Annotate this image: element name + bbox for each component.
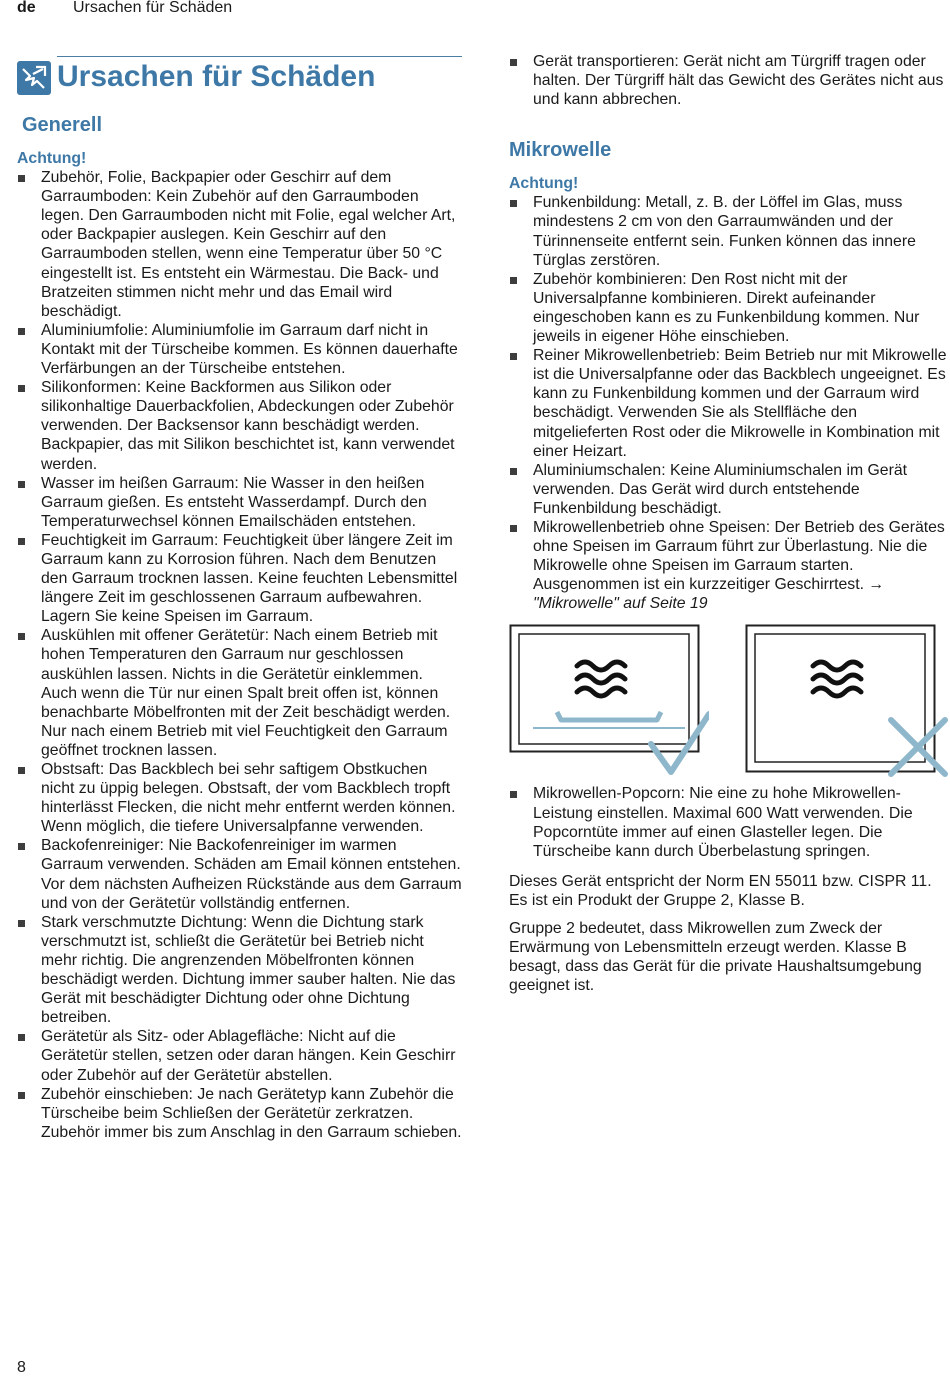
list-item-continuation: Nur nach einem Betrieb mit viel Feuchtigkeit den Garraum geöffnet trocknen lassen. [41, 722, 448, 759]
list-item: Backofenreiniger: Nie Backofenreiniger im warmen Garraum verwenden. Schäden am Email können entstehen. Vor dem nächsten Aufheizen Rückstände aus dem Garraum und von der Gerätetür vollständig entfernen. [17, 836, 462, 912]
list-item: Funkenbildung: Metall, z. B. der Löffel im Glas, muss mindestens 2 cm von den Garraumwänden und der Türinnenseite entfernt sein. Funken können das innere Türglas zerstören. [509, 193, 950, 269]
heading-generell: Generell [22, 114, 103, 136]
list-item: Zubehör, Folie, Backpapier oder Geschirr auf dem Garraumboden: Kein Zubehör auf den Garraumboden legen. Den Garraumboden nicht mit Folie, egal welcher Art, oder Backpapier auslegen. Kein Geschirr auf den Garraumboden stellen, wenn eine Temperatur über 50 °C eingestellt ist. Es entsteht ein Wärmestau. Die Back- und Bratzeiten stimmen nicht mehr und das Email wird beschädigt. [17, 168, 462, 321]
warning-label: Achtung! [17, 150, 87, 167]
list-item: Zubehör einschieben: Je nach Gerätetyp kann Zubehör die Türscheibe beim Schließen der Gerätetür zerkratzen. Zubehör immer bis zum Anschlag in den Garraum schieben. [17, 1085, 462, 1142]
cross-reference-link[interactable]: "Mikrowelle" auf Seite 19 [533, 595, 708, 613]
list-item: Gerätetür als Sitz- oder Ablagefläche: Nicht auf die Gerätetür stellen, setzen oder daran hängen. Kein Geschirr oder Zubehör auf der Gerätetür abstellen. [17, 1027, 462, 1084]
arrow-icon: → [868, 576, 885, 594]
figure-with-tray [745, 624, 950, 789]
left-column [17, 52, 462, 1142]
list-item: Reiner Mikrowellenbetrieb: Beim Betrieb nur mit Mikrowelle ist die Universalpfanne oder das Backblech ungeeignet. Es kann zu Funkenbildung kommen und der Garraum wird beschädigt. Verwenden Sie als Stellfläche den mitgelieferten Rost oder die Mikrowelle in Kombination mit einer Heizart. [509, 346, 950, 461]
list-item-continuation: Backpapier, das mit Silikon beschichtet ist, kann verwendet werden. [41, 436, 455, 473]
page-number: 8 [17, 1359, 26, 1376]
page-title: Ursachen für Schäden [57, 60, 376, 93]
popcorn-warning-list [509, 784, 950, 860]
right-column [509, 52, 950, 995]
transport-warning-list [509, 52, 950, 109]
list-item: Aluminiumschalen: Keine Aluminiumschalen im Gerät verwenden. Das Gerät wird durch entstehende Funkenbildung beschädigt. [509, 461, 950, 518]
list-item: Obstsaft: Das Backblech bei sehr saftigem Obstkuchen nicht zu üppig belegen. Obstsaft, der vom Backblech tropft hinterlässt Flecken, die nicht mehr entfernt werden können. Wenn möglich, die tiefere Universalpfanne verwenden. [17, 760, 462, 836]
section-title [57, 56, 462, 101]
list-item: Zubehör kombinieren: Den Rost nicht mit der Universalpfanne kombinieren. Direkt aufeinander eingeschoben kann es zu Funkenbildung kommen. Nur jeweils in eigener Höhe einschieben. [509, 270, 950, 346]
page-header [17, 0, 233, 18]
list-item: Auskühlen mit offener Gerätetür: Nach einem Betrieb mit hohen Temperaturen den Garraum nur geschlossen auskühlen lassen. Nichts in die Gerätetür einklemmen. Auch wenn die Tür nur einen Spalt breit offen ist, können benachbarte Möbelfronten mit der Zeit beschädigt werden. Nur nach einem Betrieb mit viel Feuchtigkeit den Garraum geöffnet trocknen lassen. [17, 626, 462, 760]
list-item: Mikrowellen-Popcorn: Nie eine zu hohe Mikrowellen-Leistung einstellen. Maximal 600 Watt verwenden. Die Popcorntüte immer auf einen Glasteller legen. Die Türscheibe kann durch Überbelastung springen. [509, 784, 950, 860]
list-item: Silikonformen: Keine Backformen aus Silikon oder silikonhaltige Dauerbackfolien, Abdeckungen oder Zubehör verwenden. Der Backsensor kann beschädigt werden. Backpapier, das mit Silikon beschichtet ist, kann verwendet werden. [17, 378, 462, 473]
heading-mikrowelle: Mikrowelle [509, 139, 612, 162]
header-section-title: Ursachen für Schäden [73, 0, 233, 16]
list-item: Feuchtigkeit im Garraum: Feuchtigkeit über längere Zeit im Garraum kann zu Korrosion führen. Nach dem Benutzen den Garraum trocknen lassen. Keine feuchten Lebensmittel längere Zeit im geschlossenen Garraum aufbewahren. Lagern Sie keine Speisen im Garraum. [17, 531, 462, 626]
microwave-warnings-list [509, 193, 950, 613]
group-paragraph: Gruppe 2 bedeutet, dass Mikrowellen zum Zweck der Erwärmung von Lebensmitteln erzeugt werden. Klasse B besagt, dass das Gerät für die private Haushaltsumgebung geeignet ist. [509, 920, 922, 995]
language-code: de [17, 0, 36, 16]
general-warnings-list [17, 168, 462, 1142]
figure-with-rack [509, 624, 709, 789]
list-item: Stark verschmutzte Dichtung: Wenn die Dichtung stark verschmutzt ist, schließt die Gerätetür bei Betrieb nicht mehr richtig. Die angrenzenden Möbelfronten können beschädigt werden. Dichtung immer sauber halten. Nie das Gerät mit beschädigter Dichtung oder ohne Dichtung betreiben. [17, 913, 462, 1028]
list-item: Mikrowellenbetrieb ohne Speisen: Der Betrieb des Gerätes ohne Speisen im Garraum führt zur Überlastung. Nie die Mikrowelle ohne Speisen im Garraum starten. Ausgenommen ist ein kurzzeitiger Geschirrtest. → "Mikrowelle" auf Seite 19 [509, 518, 950, 613]
damage-warning-icon [17, 61, 51, 95]
list-item: Aluminiumfolie: Aluminiumfolie im Garraum darf nicht in Kontakt mit der Türscheibe kommen. Es können dauerhafte Verfärbungen an der Türscheibe entstehen. [17, 321, 462, 378]
norm-paragraph: Dieses Gerät entspricht der Norm EN 55011 bzw. CISPR 11. Es ist ein Produkt der Gruppe 2, Klasse B. [509, 872, 932, 909]
list-item: Gerät transportieren: Gerät nicht am Türgriff tragen oder halten. Der Türgriff hält das Gewicht des Gerätes nicht aus und kann abbrechen. [509, 52, 950, 109]
list-item: Wasser im heißen Garraum: Nie Wasser in den heißen Garraum gießen. Es entsteht Wasserdampf. Durch den Temperaturwechsel können Emailschäden entstehen. [17, 474, 462, 531]
microwave-figures [509, 624, 950, 784]
warning-label: Achtung! [509, 175, 579, 193]
